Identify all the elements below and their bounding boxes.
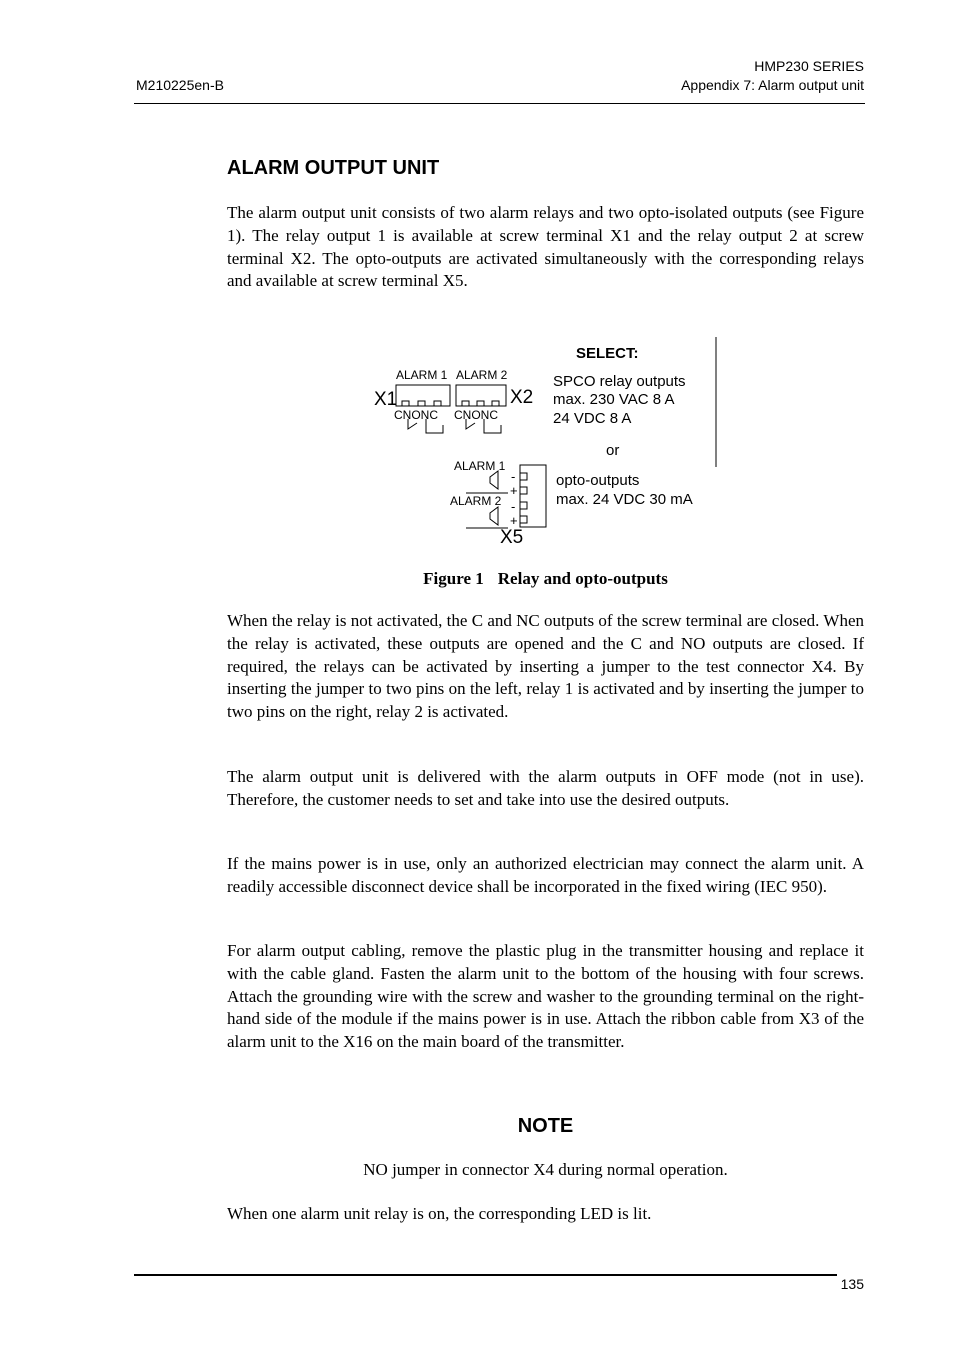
x5-pin <box>520 487 527 494</box>
x5-pin <box>520 502 527 509</box>
select-label: SELECT: <box>576 345 639 362</box>
footer-rule <box>134 1274 837 1276</box>
opto2-symbol <box>490 507 498 525</box>
relay-dc-spec: 24 VDC 8 A <box>553 410 632 427</box>
opto-alarm2-label: ALARM 2 <box>450 494 502 508</box>
x1-label: X1 <box>374 389 398 410</box>
x5-terminal-block <box>520 465 546 527</box>
note-text: NO jumper in connector X4 during normal operation. <box>363 1160 728 1179</box>
paragraph-electrician: If the mains power is in use, only an authorized electrician may connect the alarm unit. A readily accessible disconnect device shall be incorporated in the fixed wiring (IEC 950). <box>227 854 864 896</box>
x1-terminal-labels: CNONC <box>394 408 438 422</box>
relay-ac-spec: max. 230 VAC 8 A <box>553 391 675 408</box>
paragraph-off-mode: The alarm output unit is delivered with the alarm outputs in OFF mode (not in use). Therefore, the customer needs to set and take into use the desired outputs. <box>227 767 864 809</box>
alarm2-label: ALARM 2 <box>456 368 508 382</box>
opto-alarm1-label: ALARM 1 <box>454 459 506 473</box>
x5-label: X5 <box>500 527 524 548</box>
paragraph-relay-states: When the relay is not activated, the C and NC outputs of the screw terminal are closed. When the relay is activated, these outputs are opened and the C and NO outputs are closed. If required, the relays can be activated by inserting a jumper to the test connector X4. By inserting the jumper to two pins on the left, relay 1 is activated and by inserting the jumper to two pins on the right, relay 2 is activated. <box>227 611 864 722</box>
x5-plus-1: + <box>510 483 518 498</box>
x2-screw <box>462 401 469 406</box>
header-series: HMP230 SERIES <box>754 58 864 74</box>
header-rule <box>134 103 865 104</box>
header-section: Appendix 7: Alarm output unit <box>681 77 864 93</box>
x5-plus-2: + <box>510 513 518 528</box>
paragraph-intro: The alarm output unit consists of two alarm relays and two opto-isolated outputs (see Figure 1). The relay output 1 is available at screw terminal X1 and the relay output 2 at screw terminal X2. The opto-outputs are activated simultaneously with the corresponding relays and available at screw terminal X5. <box>227 203 864 291</box>
note-heading: NOTE <box>517 1115 574 1137</box>
figure-caption <box>227 569 864 589</box>
paragraph-cabling: For alarm output cabling, remove the plastic plug in the transmitter housing and replace it with the cable gland. Fasten the alarm unit to the bottom of the housing with four screws. Attach the grounding wire with the screw and washer to the grounding terminal on the right-hand side of the module if the mains power is in use. Attach the ribbon cable from X3 of the alarm unit to the X16 on the main board of the transmitter. <box>227 941 864 1052</box>
opto1-symbol <box>490 471 498 489</box>
x2-terminal-labels: CNONC <box>454 408 498 422</box>
x5-minus-1: - <box>511 469 516 484</box>
x2-screw <box>477 401 484 406</box>
page-number: 135 <box>840 1276 864 1292</box>
or-label: or <box>606 442 620 459</box>
x1-screw <box>402 401 409 406</box>
x2-screw <box>492 401 499 406</box>
opto-label: opto-outputs <box>556 472 640 489</box>
x1-screw <box>434 401 441 406</box>
x1-screw <box>418 401 425 406</box>
alarm1-label: ALARM 1 <box>396 368 448 382</box>
x5-pin <box>520 473 527 480</box>
x5-pin <box>520 516 527 523</box>
figure-caption-text: Relay and opto-outputs <box>497 569 668 588</box>
page-title: ALARM OUTPUT UNIT <box>227 157 440 179</box>
header-doc-id: M210225en-B <box>136 77 224 93</box>
x2-label: X2 <box>510 387 534 408</box>
spco-label: SPCO relay outputs <box>553 373 686 390</box>
header-right <box>681 57 864 95</box>
opto-max-spec: max. 24 VDC 30 mA <box>556 491 693 508</box>
x5-minus-2: - <box>511 499 516 514</box>
relay-opto-diagram <box>370 335 720 550</box>
figure-caption-number: Figure 1 <box>423 569 484 588</box>
x1-terminal-block <box>396 385 450 406</box>
paragraph-led: When one alarm unit relay is on, the corresponding LED is lit. <box>227 1204 652 1223</box>
